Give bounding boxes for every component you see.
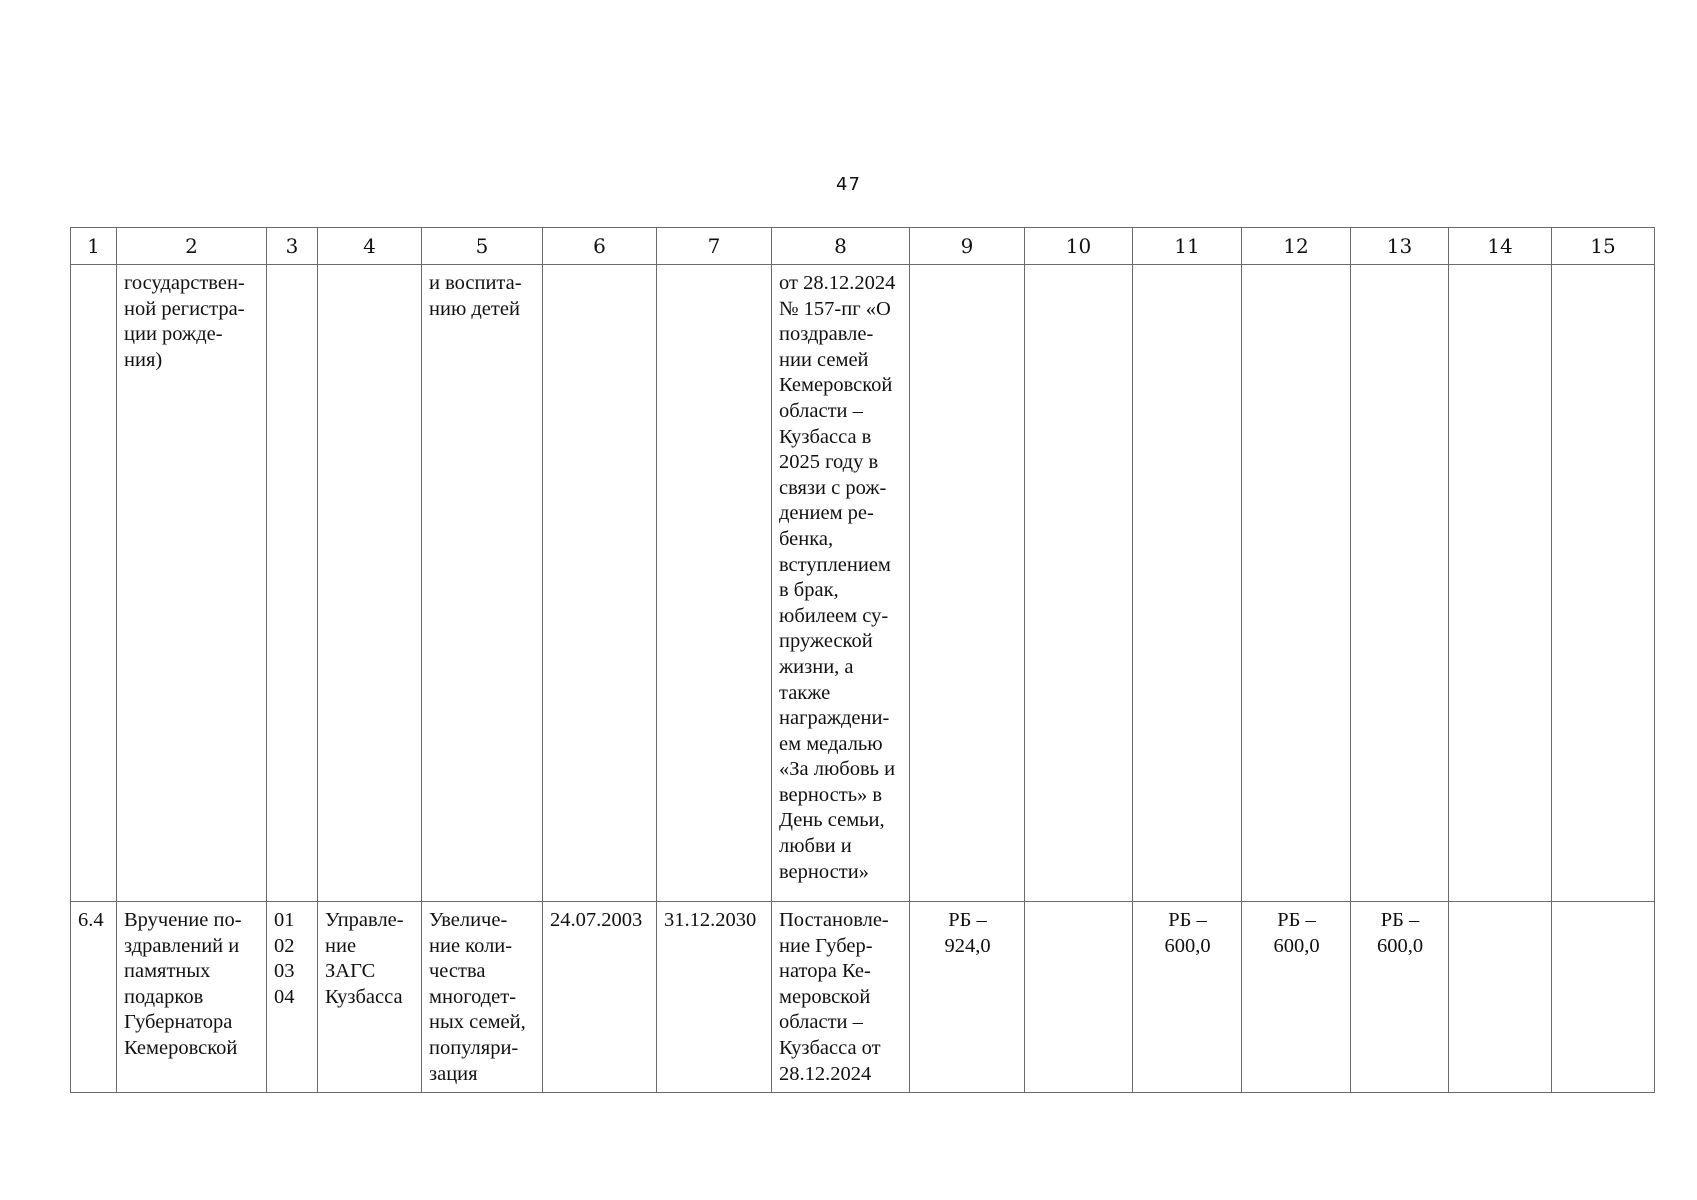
column-number-12: 12: [1242, 228, 1351, 265]
cell-start-date: [543, 265, 657, 902]
cell-result: и воспита- нию детей: [422, 265, 543, 902]
column-number-10: 10: [1025, 228, 1133, 265]
program-measures-table: [70, 227, 1655, 1093]
cell-result: Увеличе- ние коли- чества многодет- ных семей, популяри- зация: [422, 902, 543, 1093]
cell-number: 6.4: [71, 902, 117, 1093]
cell-funding-col-14: [1449, 902, 1552, 1093]
cell-legal-basis: Постановле- ние Губер- натора Ке- меровской области – Кузбасса от 28.12.2024: [772, 902, 910, 1093]
column-number-1: 1: [71, 228, 117, 265]
column-number-15: 15: [1552, 228, 1655, 265]
column-number-14: 14: [1449, 228, 1552, 265]
cell-funding-col-11: [1133, 265, 1242, 902]
column-number-13: 13: [1351, 228, 1449, 265]
cell-end-date: [657, 265, 772, 902]
cell-funding-col-14: [1449, 265, 1552, 902]
cell-funding-col-10: [1025, 902, 1133, 1093]
column-number-row: [71, 228, 1655, 265]
page-number: 47: [836, 174, 861, 195]
column-number-6: 6: [543, 228, 657, 265]
cell-task-codes: 01 02 03 04: [267, 902, 318, 1093]
column-number-11: 11: [1133, 228, 1242, 265]
column-number-4: 4: [318, 228, 422, 265]
column-number-7: 7: [657, 228, 772, 265]
cell-funding-col-11: РБ – 600,0: [1133, 902, 1242, 1093]
cell-funding-col-9: РБ – 924,0: [910, 902, 1025, 1093]
column-number-9: 9: [910, 228, 1025, 265]
cell-legal-basis: от 28.12.2024 № 157-пг «О поздравле- нии семей Кемеровской области – Кузбасса в 2025 году в связи с рож- дением ре- бенка, вступлением в брак, юбилеем су- пружеской жизни, а также награждени- ем медалью «За любовь и верность» в День семьи, любви и верности»: [772, 265, 910, 902]
column-number-2: 2: [117, 228, 267, 265]
column-number-3: 3: [267, 228, 318, 265]
column-number-8: 8: [772, 228, 910, 265]
cell-funding-col-12: РБ – 600,0: [1242, 902, 1351, 1093]
cell-funding-col-13: [1351, 265, 1449, 902]
cell-number: [71, 265, 117, 902]
column-number-5: 5: [422, 228, 543, 265]
cell-start-date: 24.07.2003: [543, 902, 657, 1093]
table-row-continuation: [71, 265, 1655, 902]
cell-responsible: Управле- ние ЗАГС Кузбасса: [318, 902, 422, 1093]
cell-funding-col-12: [1242, 265, 1351, 902]
cell-funding-col-13: РБ – 600,0: [1351, 902, 1449, 1093]
table-row-6-4: [71, 902, 1655, 1093]
cell-task-codes: [267, 265, 318, 902]
cell-funding-col-15: [1552, 265, 1655, 902]
cell-measure-name: Вручение по- здравлений и памятных подарков Губернатора Кемеровской: [117, 902, 267, 1093]
cell-measure-name: государствен- ной регистра- ции рожде- ния): [117, 265, 267, 902]
cell-end-date: 31.12.2030: [657, 902, 772, 1093]
cell-funding-col-15: [1552, 902, 1655, 1093]
cell-funding-col-9: [910, 265, 1025, 902]
cell-funding-col-10: [1025, 265, 1133, 902]
cell-responsible: [318, 265, 422, 902]
